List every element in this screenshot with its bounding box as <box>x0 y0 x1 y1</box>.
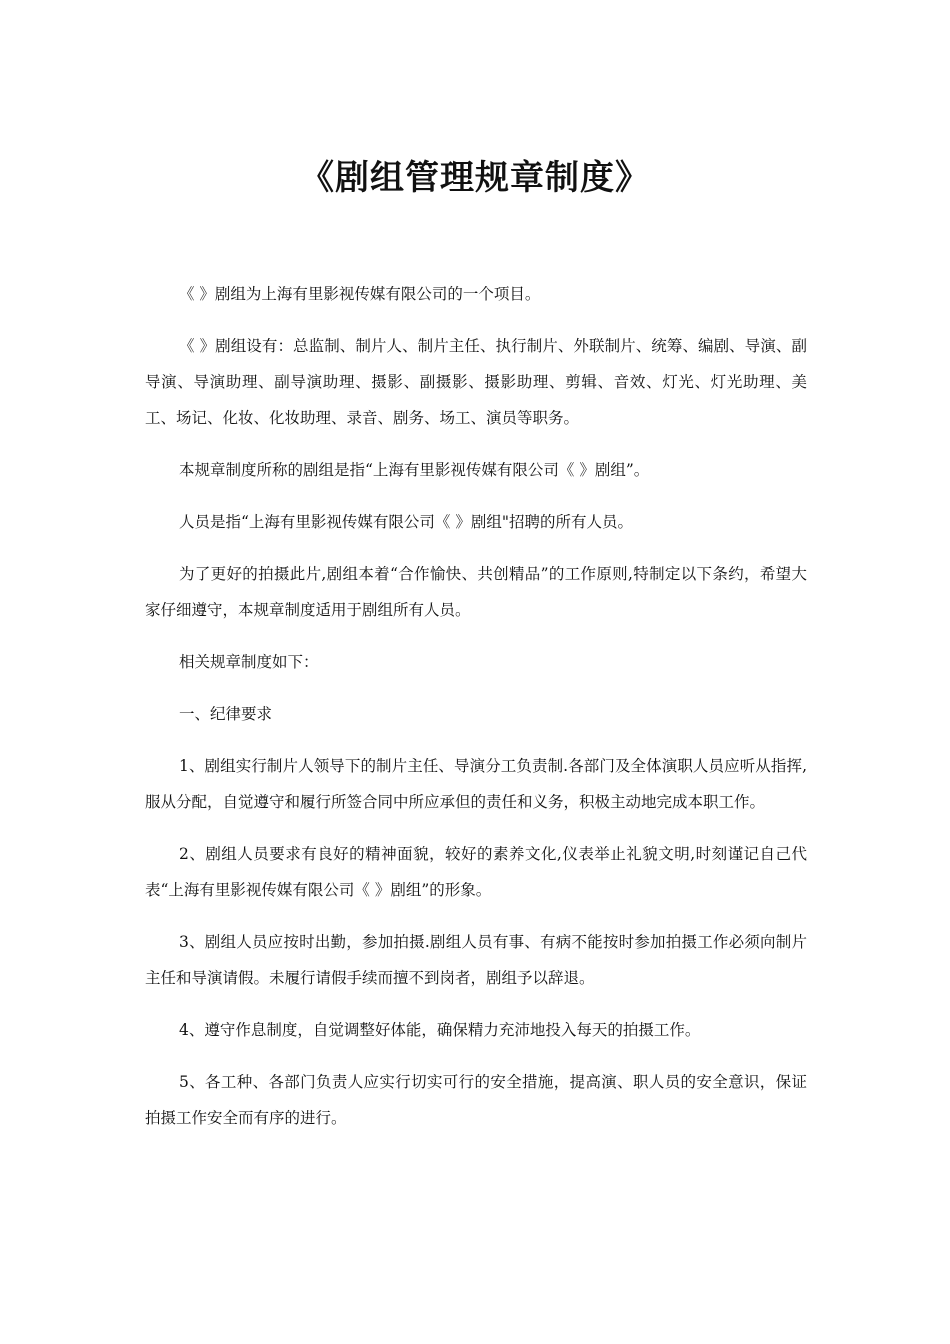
rule-item-3: 3、剧组人员应按时出勤，参加拍摄.剧组人员有事、有病不能按时参加拍摄工作必须向制片主任和导演请假。未履行请假手续而擅不到岗者，剧组予以辞退。 <box>145 933 807 987</box>
paragraph-rules-intro: 相关规章制度如下： <box>179 653 319 671</box>
paragraph-project-intro: 《 》剧组为上海有里影视传媒有限公司的一个项目。 <box>179 285 541 303</box>
paragraph-personnel-definition: 人员是指“上海有里影视传媒有限公司《 》剧组"招聘的所有人员。 <box>179 513 633 531</box>
document-title: 《剧组管理规章制度》 <box>300 158 650 198</box>
document-body <box>145 276 807 1152</box>
paragraph-positions: 《 》剧组设有：总监制、制片人、制片主任、执行制片、外联制片、统筹、编剧、导演、副导演、导演助理、副导演助理、摄影、副摄影、摄影助理、剪辑、音效、灯光、灯光助理、美工、场记、化妆、化妆助理、录音、剧务、场工、演员等职务。 <box>145 337 807 427</box>
rule-item-1: 1、剧组实行制片人领导下的制片主任、导演分工负责制.各部门及全体演职人员应听从指挥,服从分配，自觉遵守和履行所签合同中所应承但的责任和义务，积极主动地完成本职工作。 <box>145 757 807 811</box>
paragraph-purpose: 为了更好的拍摄此片,剧组本着“合作愉快、共创精品”的工作原则,特制定以下条约，希望大家仔细遵守，本规章制度适用于剧组所有人员。 <box>145 565 807 619</box>
rule-item-4: 4、遵守作息制度，自觉调整好体能，确保精力充沛地投入每天的拍摄工作。 <box>179 1021 701 1039</box>
rule-item-2: 2、剧组人员要求有良好的精神面貌，较好的素养文化,仪表举止礼貌文明,时刻谨记自己代表“上海有里影视传媒有限公司《 》剧组”的形象。 <box>145 845 807 899</box>
paragraph-crew-definition: 本规章制度所称的剧组是指“上海有里影视传媒有限公司《 》剧组”。 <box>179 461 650 479</box>
section-heading-discipline: 一、纪律要求 <box>179 705 273 723</box>
rule-item-5: 5、各工种、各部门负责人应实行切实可行的安全措施，提高演、职人员的安全意识，保证拍摄工作安全而有序的进行。 <box>145 1073 807 1127</box>
